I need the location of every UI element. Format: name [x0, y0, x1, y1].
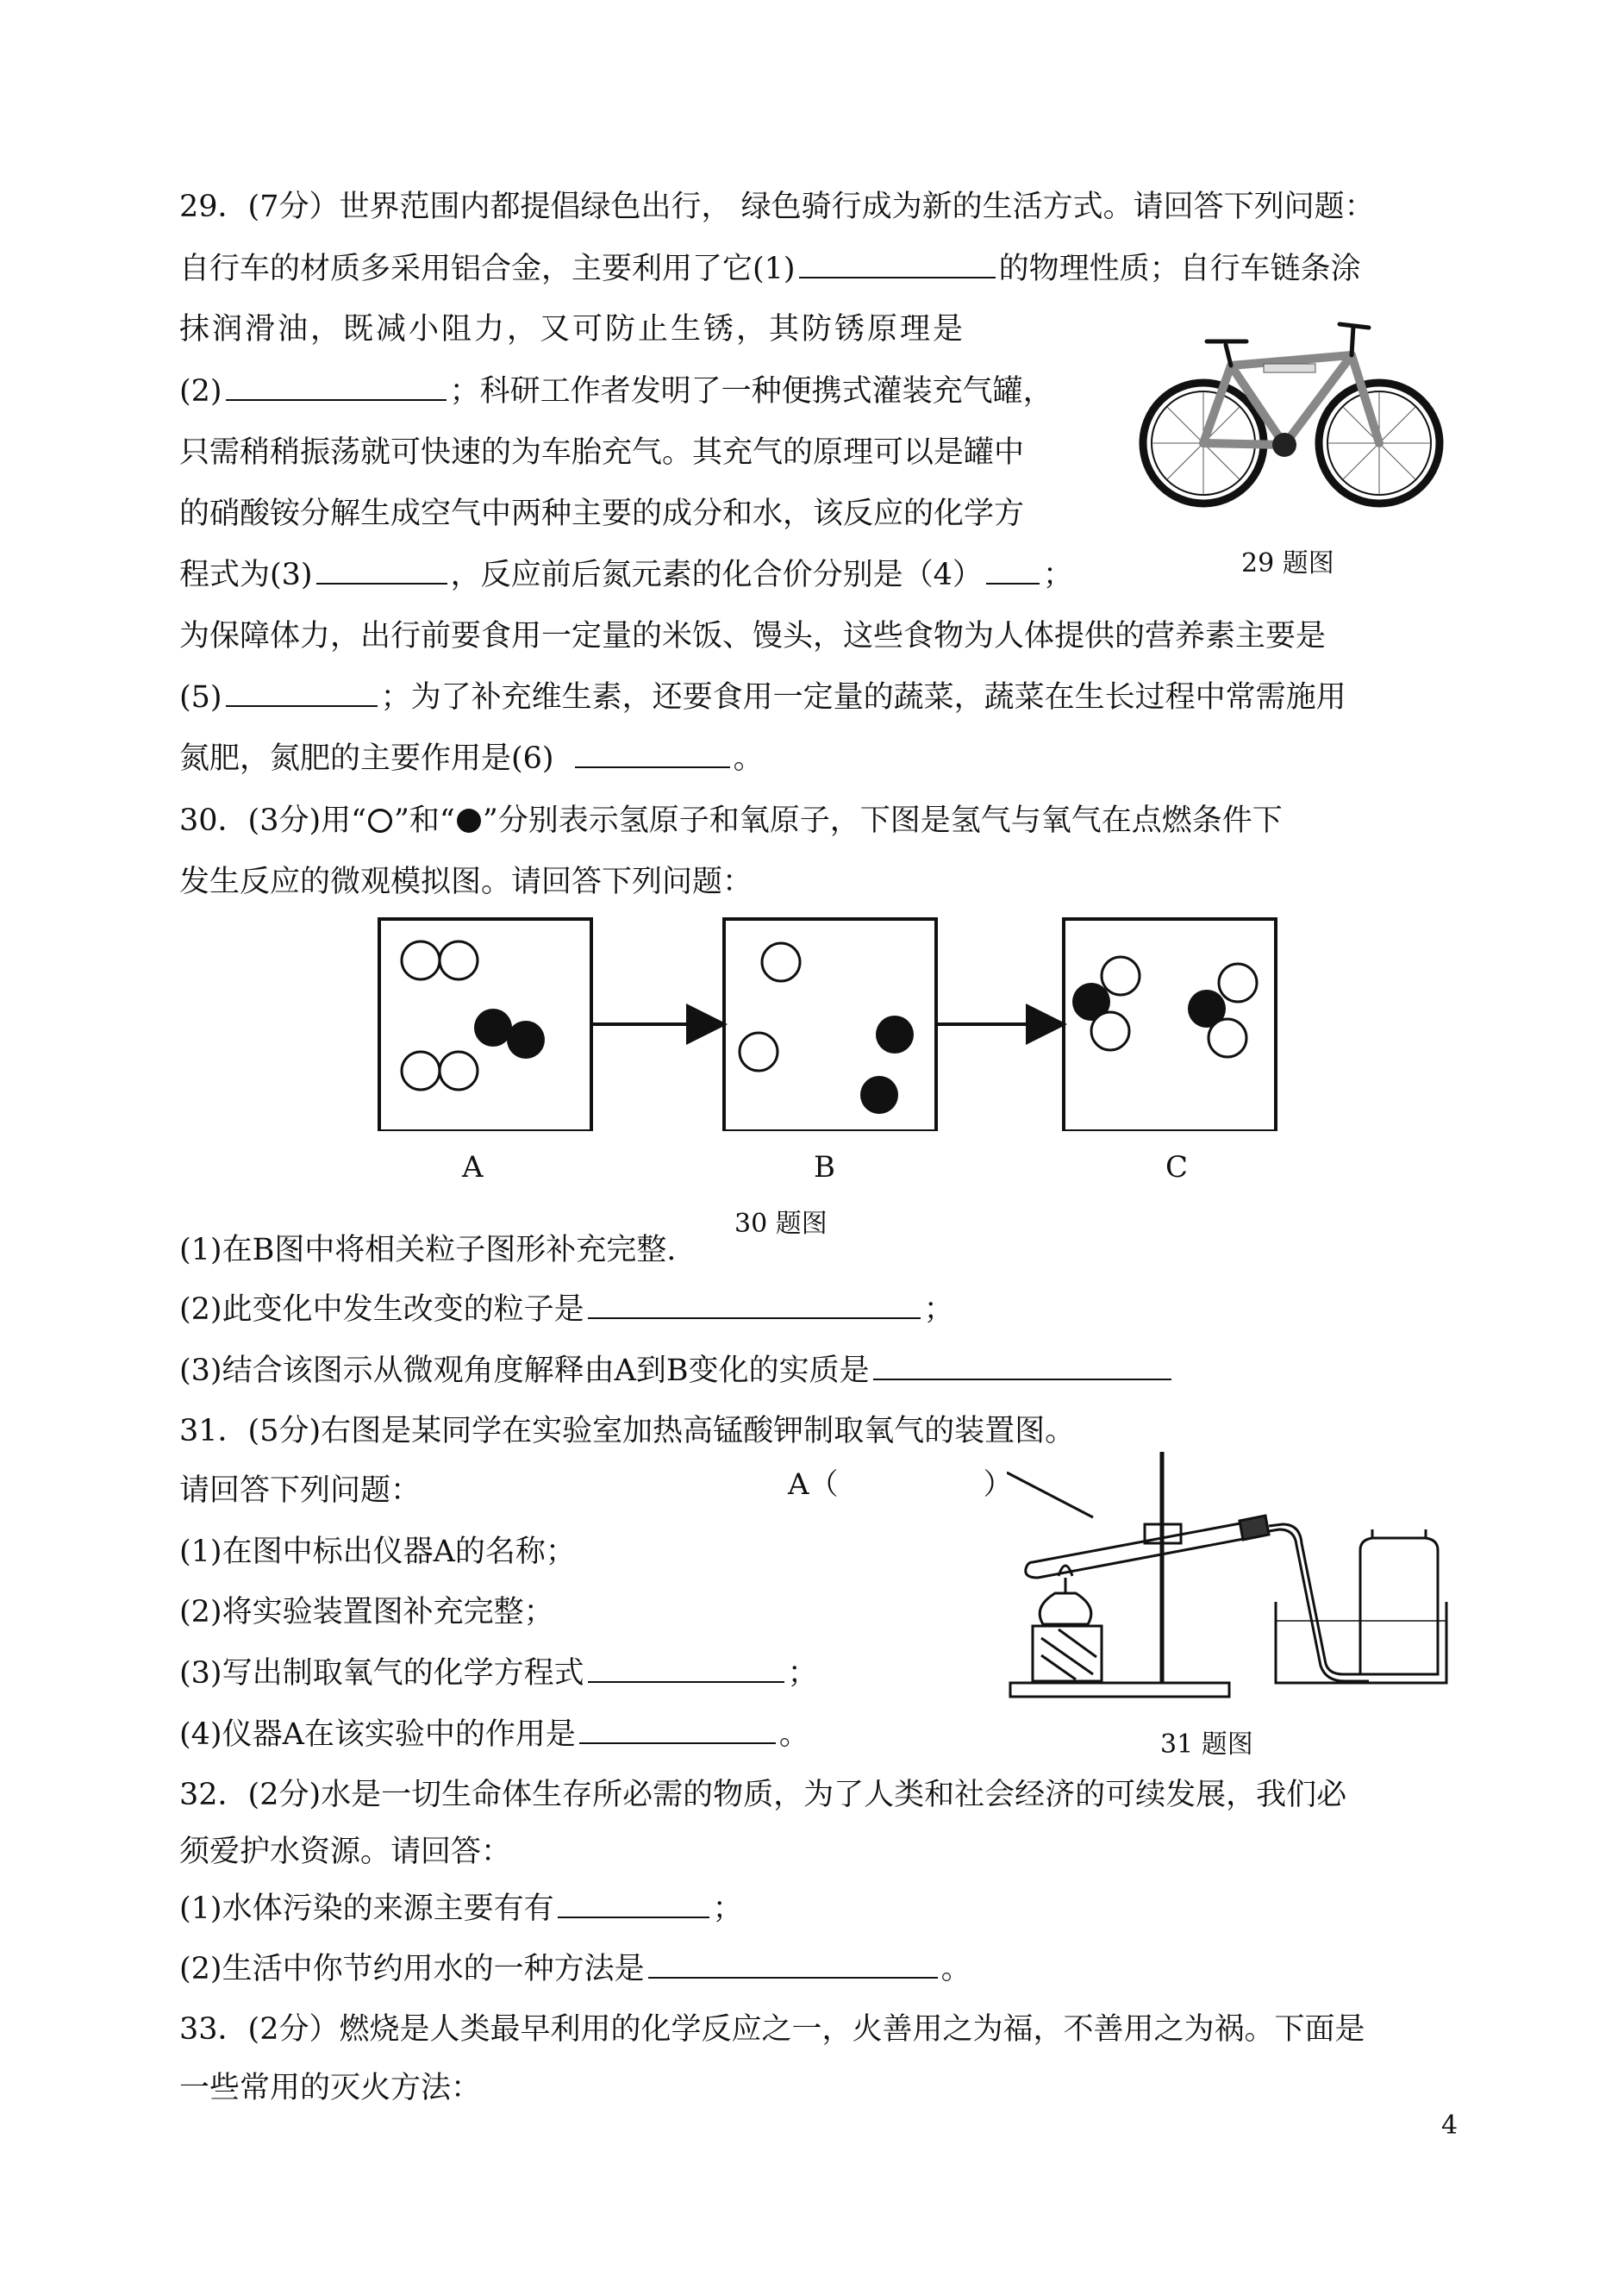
label-a: A — [462, 1150, 484, 1185]
q30-line-1 — [179, 802, 1283, 840]
q29-text: 自行车的材质多采用铝合金，主要利用了它(1) — [179, 252, 796, 286]
q29-text: ；科研工作者发明了一种便携式灌装充气罐， — [449, 374, 1053, 409]
q29-text: 为保障体力，出行前要食用一定量的米饭、馒头，这些食物为人体提供的营养素主要是 — [179, 619, 1327, 653]
q32-text: 须爱护水资源。请回答： — [179, 1835, 512, 1869]
q32-text: 。 — [940, 1952, 971, 1986]
figure-31-caption: 31 题图 — [1160, 1729, 1253, 1760]
answer-blank-2[interactable] — [226, 373, 447, 401]
q29-line-4 — [179, 372, 1053, 410]
q31-text: ； — [787, 1656, 818, 1691]
q30-text: ”分别表示氢原子和氧原子，下图是氢气与氧气在点燃条件下 — [482, 804, 1283, 838]
hydrogen-atom-icon — [368, 809, 392, 833]
q29-line-3 — [179, 310, 965, 348]
q29-text: ； — [1042, 558, 1073, 592]
q29-text: 。 — [733, 741, 764, 776]
answer-blank-5[interactable] — [226, 679, 378, 707]
page-number: 4 — [1441, 2111, 1458, 2141]
q31-text: 31．(5分)右图是某同学在实验室加热高锰酸钾制取氧气的装置图。 — [179, 1414, 1076, 1448]
q32-line-2 — [179, 1833, 511, 1871]
q31-text: (3)写出制取氧气的化学方程式 — [179, 1656, 584, 1691]
q31-line-2 — [179, 1472, 421, 1510]
q29-line-9 — [179, 678, 1346, 716]
q29-text: 29．(7分）世界范围内都提倡绿色出行， 绿色骑行成为新的生活方式。请回答下列问题： — [179, 190, 1375, 224]
q33-line-1 — [179, 2010, 1365, 2048]
answer-blank-10[interactable] — [579, 1717, 776, 1744]
q30-sub-3 — [179, 1352, 1175, 1390]
q29-line-5 — [179, 434, 1024, 472]
q29-line-6 — [179, 495, 1024, 533]
q30-text: (2)此变化中发生改变的粒子是 — [179, 1292, 584, 1327]
oxygen-apparatus-figure — [1007, 1448, 1455, 1707]
q31-text: 。 — [778, 1717, 809, 1752]
q31-text: 请回答下列问题： — [179, 1473, 422, 1508]
q29-text: 的硝酸铵分解生成空气中两种主要的成分和水，该反应的化学方 — [179, 497, 1025, 531]
q31-sub-3 — [179, 1654, 818, 1692]
answer-blank-8[interactable] — [873, 1353, 1171, 1380]
q29-text: 的物理性质；自行车链条涂 — [998, 252, 1361, 286]
answer-blank-4[interactable] — [986, 557, 1040, 585]
q33-text: 33．(2分）燃烧是人类最早利用的化学反应之一，火善用之为福，不善用之为祸。下面是 — [179, 2012, 1365, 2047]
q29-text: 只需稍稍振荡就可快速的为车胎充气。其充气的原理可以是罐中 — [179, 435, 1025, 470]
answer-blank-9[interactable] — [588, 1655, 784, 1683]
q30-text: ”和“ — [394, 804, 455, 838]
answer-blank-7[interactable] — [588, 1291, 921, 1319]
instrument-a-name-blank[interactable] — [842, 1468, 980, 1494]
q29-line-8 — [179, 617, 1326, 655]
q29-text: 抹润滑油，既减小阻力，又可防止生锈，其防锈原理是 — [179, 312, 966, 347]
q30-text: (1)在B图中将相关粒子图形补充完整. — [179, 1233, 677, 1267]
q30-sub-1 — [179, 1231, 676, 1269]
oxygen-atom-icon — [457, 809, 481, 833]
answer-blank-6[interactable] — [575, 741, 730, 768]
q32-sub-1 — [179, 1890, 743, 1928]
q32-text: 32．(2分)水是一切生命体生存所必需的物质，为了人类和社会经济的可续发展，我们必 — [179, 1778, 1347, 1812]
q30-text: 30．(3分)用“ — [179, 804, 367, 838]
answer-blank-1[interactable] — [799, 251, 996, 278]
q30-text: (3)结合该图示从微观角度解释由A到B变化的实质是 — [179, 1354, 870, 1388]
q31-sub-4 — [179, 1716, 809, 1754]
q31-text: (4)仪器A在该实验中的作用是 — [179, 1717, 576, 1752]
q29-text: ，反应前后氮元素的化合价分别是（4） — [450, 558, 983, 592]
q29-line-7 — [179, 556, 1073, 594]
q32-text: ； — [712, 1892, 743, 1926]
q31-sub-2 — [179, 1593, 554, 1631]
label-b: B — [814, 1150, 835, 1185]
bicycle-figure — [1136, 314, 1446, 521]
q29-text: ；为了补充维生素，还要食用一定量的蔬菜，蔬菜在生长过程中常需施用 — [380, 680, 1346, 715]
reaction-micro-diagram — [371, 910, 1284, 1131]
q31-text: (2)将实验装置图补充完整； — [179, 1595, 554, 1629]
q30-text: 发生反应的微观模拟图。请回答下列问题： — [179, 865, 753, 899]
q29-line-10 — [179, 740, 764, 778]
q29-text: (2) — [179, 374, 222, 409]
q30-text: ； — [923, 1292, 954, 1327]
q29-line-2 — [179, 250, 1361, 288]
q29-text: 程式为(3) — [179, 558, 313, 592]
answer-blank-11[interactable] — [558, 1891, 709, 1918]
q32-line-1 — [179, 1776, 1346, 1814]
figure-29-caption: 29 题图 — [1241, 548, 1334, 578]
q32-sub-2 — [179, 1950, 971, 1988]
q30-sub-2 — [179, 1291, 954, 1329]
q31-line-1 — [179, 1412, 1075, 1450]
q29-text: 氮肥，氮肥的主要作用是(6) — [179, 741, 554, 776]
q30-line-2 — [179, 863, 753, 901]
instrument-a-label — [788, 1460, 1013, 1503]
answer-blank-3[interactable] — [316, 557, 447, 585]
q32-text: (1)水体污染的来源主要有有 — [179, 1892, 554, 1926]
q29-line-1 — [179, 188, 1375, 226]
q29-text: (5) — [179, 680, 222, 715]
q33-text: 一些常用的灭火方法： — [179, 2071, 482, 2105]
answer-blank-12[interactable] — [648, 1951, 938, 1979]
label-c: C — [1165, 1150, 1189, 1185]
q31-sub-1 — [179, 1533, 576, 1571]
figure-30-caption: 30 题图 — [734, 1209, 828, 1239]
q31-text: (1)在图中标出仪器A的名称； — [179, 1535, 576, 1569]
instrument-a-label-text: A（ — [788, 1467, 839, 1502]
q33-line-2 — [179, 2069, 481, 2107]
q32-text: (2)生活中你节约用水的一种方法是 — [179, 1952, 645, 1986]
instrument-a-label-close: ） — [983, 1467, 1013, 1502]
